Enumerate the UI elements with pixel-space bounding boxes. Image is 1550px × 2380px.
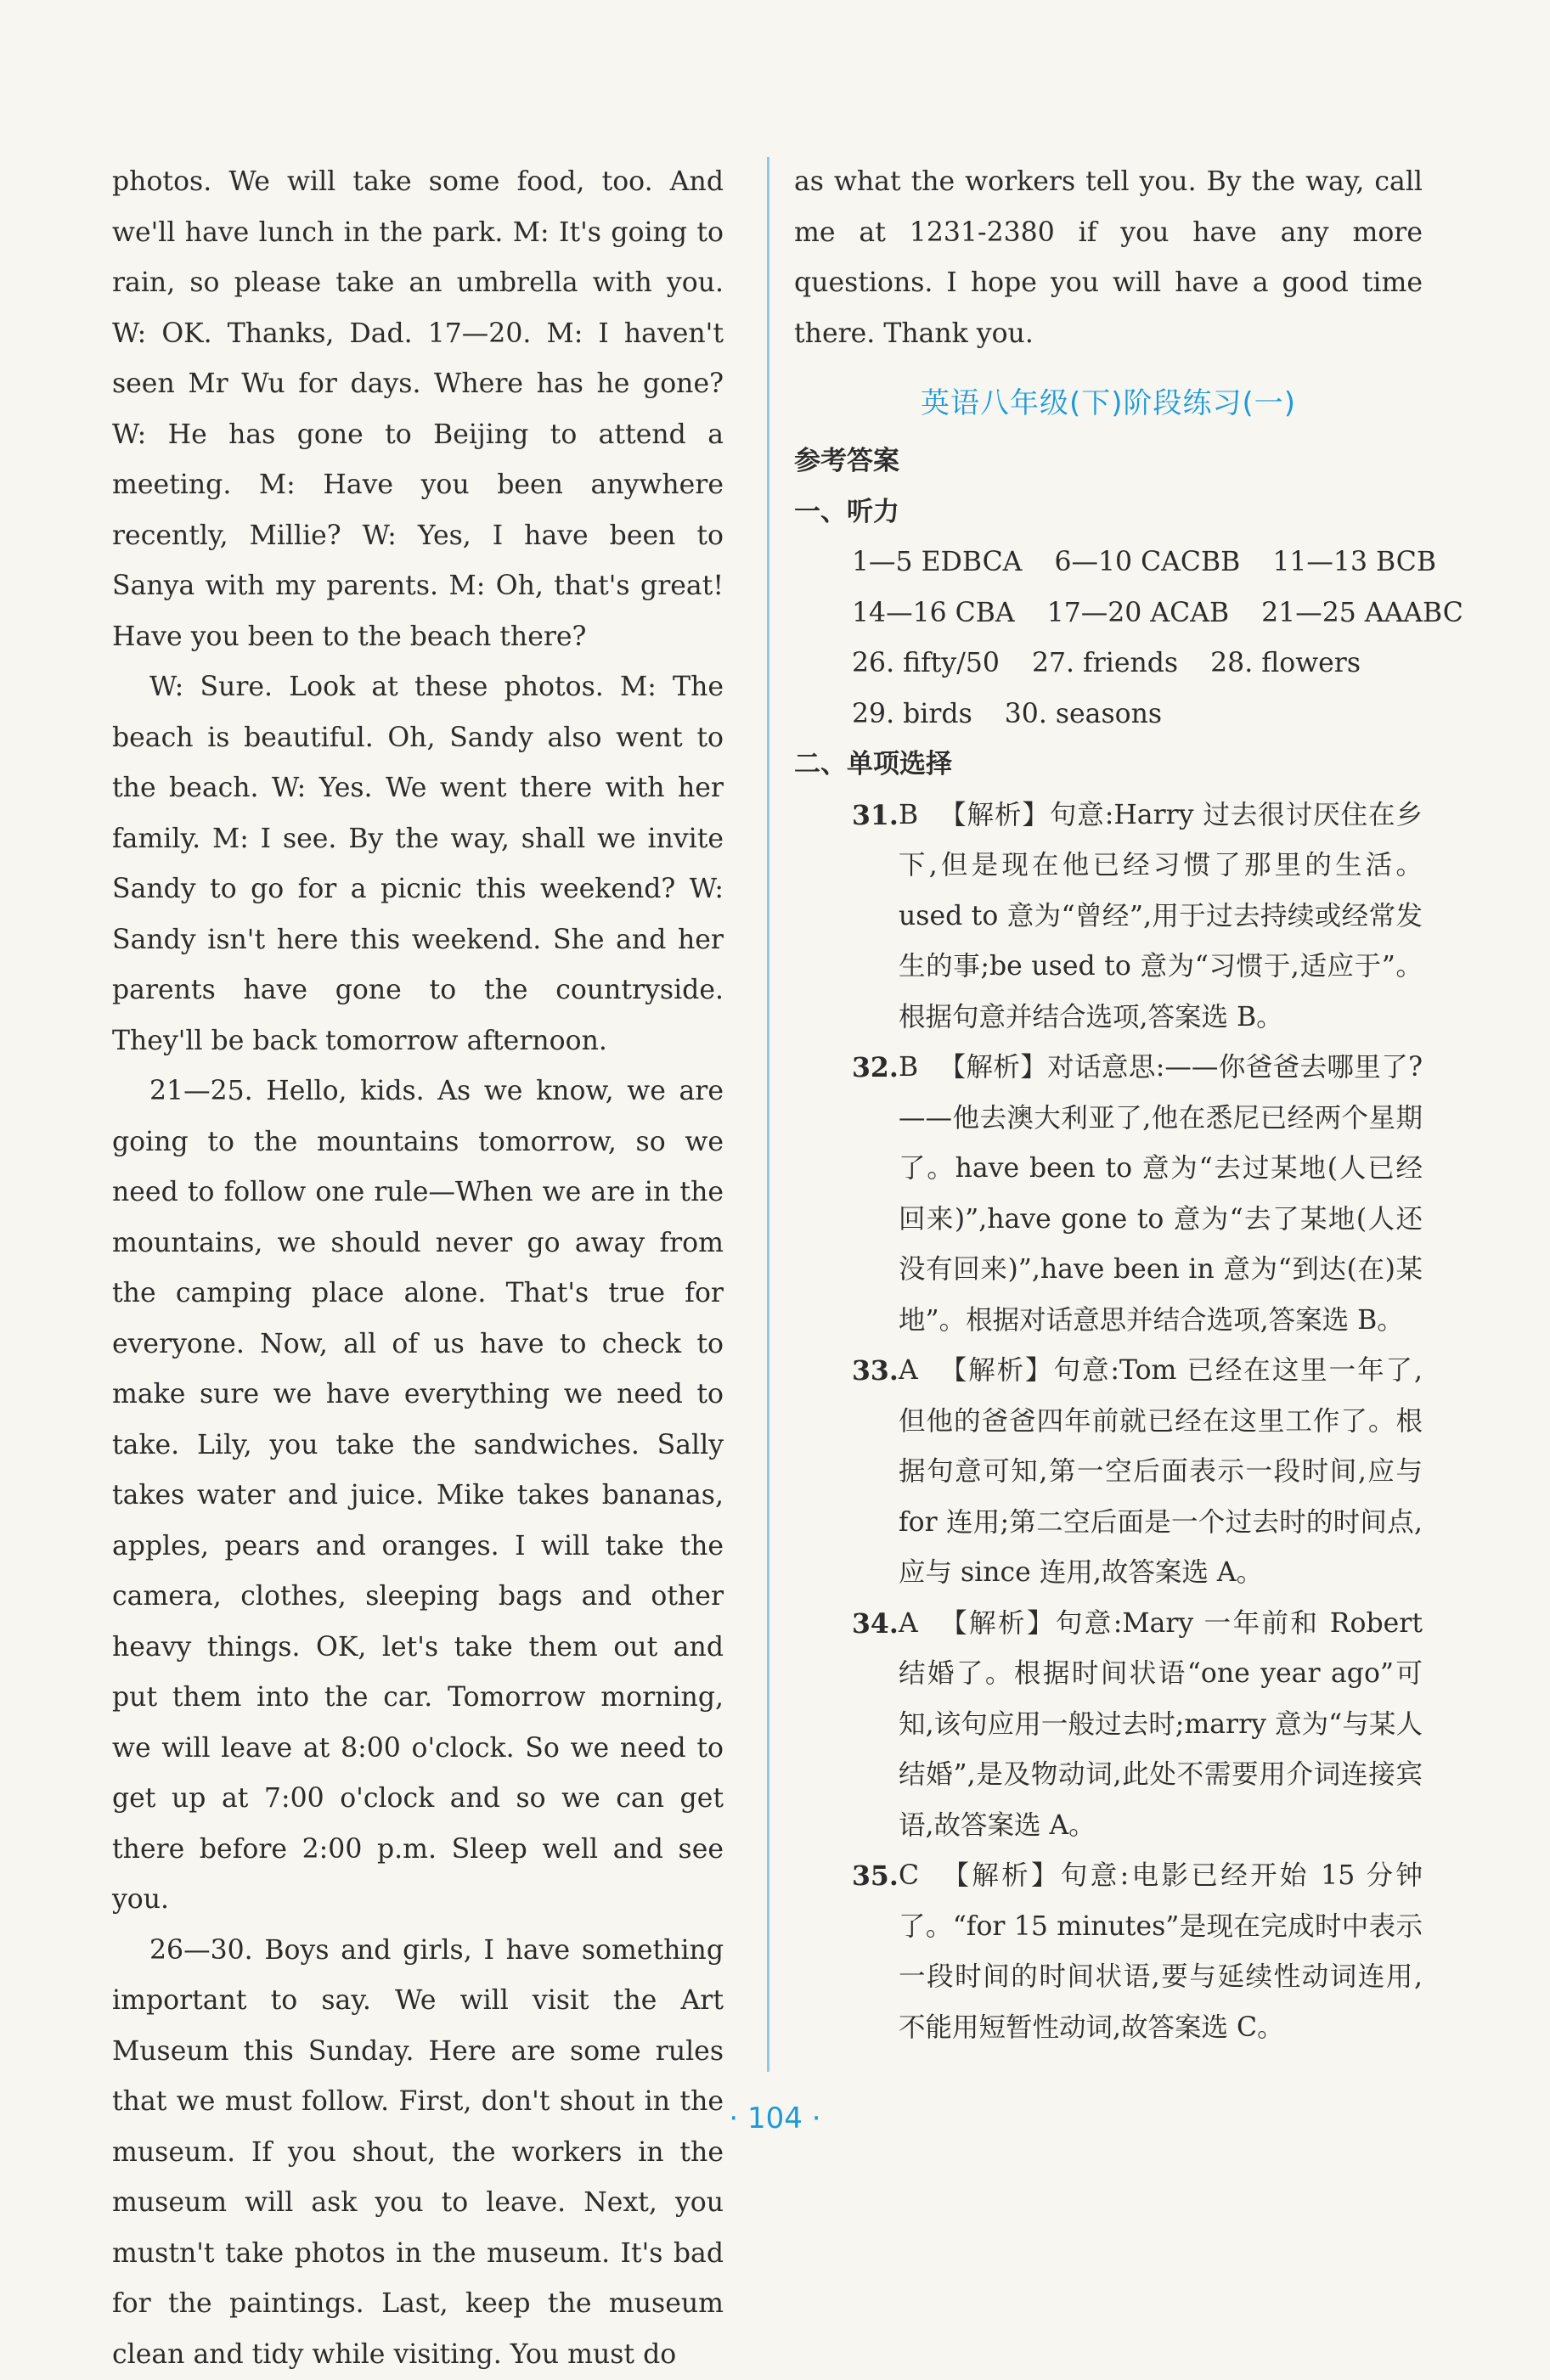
question-item <box>794 1851 1423 2053</box>
question-answer: A <box>899 1355 918 1386</box>
left-paragraph-2: W: Sure. Look at these photos. M: The beach is beautiful. Oh, Sandy also went to the beach. W: Yes. We went there with her family. M: I see. By the way, shall we invite Sandy to go for a picnic this weekend? W: Sandy isn't here this weekend. She and her parents have gone to the countryside. They'll be back tomorrow afternoon. <box>112 662 724 1066</box>
column-divider <box>767 157 769 2072</box>
answer-group: 26. fifty/50 <box>852 639 1000 689</box>
right-column <box>794 157 1423 2053</box>
answer-group: 27. friends <box>1032 639 1178 689</box>
answer-group: 29. birds <box>852 689 972 740</box>
left-paragraph-4: 26—30. Boys and girls, I have something important to say. We will visit the Art Museum this Sunday. Here are some rules that we must follow. First, don't shout in the museum. If you shout, the workers in the museum will ask you to leave. Next, you mustn't take photos in the museum. It's bad for the paintings. Last, keep the museum clean and tidy while visiting. You must do <box>112 1926 724 2380</box>
left-paragraph-3: 21—25. Hello, kids. As we know, we are going to the mountains tomorrow, so we need to follow one rule—When we are in the mountains, we should never go away from the camping place alone. That's true for everyone. Now, all of us have to check to make sure we have everything we need to take. Lily, you take the sandwiches. Sally takes water and juice. Mike takes bananas, apples, pears and oranges. I will take the camera, clothes, sleeping bags and other heavy things. OK, let's take them out and put them into the car. Tomorrow morning, we will leave at 8:00 o'clock. So we need to get up at 7:00 o'clock and so we can get there before 2:00 p.m. Sleep well and see you. <box>112 1066 724 1926</box>
question-item <box>794 791 1423 1044</box>
question-answer: C <box>899 1860 919 1891</box>
right-intro-paragraph: as what the workers tell you. By the way, call me at 1231-2380 if you have any more questions. I hope you will have a good time there. Thank you. <box>794 157 1423 359</box>
question-answer: B <box>899 1052 918 1083</box>
answer-group: 1—5 EDBCA <box>852 537 1022 588</box>
question-explanation: 【解析】句意:Harry 过去很讨厌住在乡下,但是现在他已经习惯了那里的生活。used to 意为“曾经”,用于过去持续或经常发生的事;be used to 意为“习惯于,适应于”。根据句意并结合选项,答案选 B。 <box>899 800 1423 1032</box>
listening-heading: 一、听力 <box>794 487 1423 538</box>
question-explanation: 【解析】句意:电影已经开始 15 分钟了。“for 15 minutes”是现在完成时中表示一段时间的时间状语,要与延续性动词连用,不能用短暂性动词,故答案选 C。 <box>899 1860 1423 2043</box>
listening-line <box>852 689 1423 740</box>
question-answer: B <box>899 800 918 830</box>
left-column <box>112 157 724 2380</box>
page-number: · 104 · <box>0 2101 1550 2135</box>
question-list <box>794 791 1423 2054</box>
question-item <box>794 1043 1423 1346</box>
question-number: 34. <box>852 1599 899 1650</box>
question-number: 32. <box>852 1043 899 1094</box>
question-number: 33. <box>852 1346 899 1397</box>
answers-heading: 参考答案 <box>794 436 1423 487</box>
question-explanation: 【解析】对话意思:——你爸爸去哪里了? ——他去澳大利亚了,他在悉尼已经两个星期了。have been to 意为“去过某地(人已经回来)”,have gone to 意为“去了某地(人还没有回来)”,have been in 意为“到达(在)某地”。根据对话意思并结合选项,答案选 B。 <box>899 1052 1423 1336</box>
question-item <box>794 1346 1423 1599</box>
answer-group: 17—20 ACAB <box>1047 588 1229 639</box>
left-paragraph-1: photos. We will take some food, too. And we'll have lunch in the park. M: It's going to rain, so please take an umbrella with you. W: OK. Thanks, Dad. 17—20. M: I haven't seen Mr Wu for days. Where has he gone? W: He has gone to Beijing to attend a meeting. M: Have you been anywhere recently, Millie? W: Yes, I have been to Sanya with my parents. M: Oh, that's great! Have you been to the beach there? <box>112 157 724 662</box>
listening-answers <box>794 537 1423 740</box>
listening-line <box>852 588 1423 639</box>
answer-group: 30. seasons <box>1005 689 1162 740</box>
choice-heading: 二、单项选择 <box>794 740 1423 791</box>
question-number: 31. <box>852 791 899 841</box>
section-title: 英语八年级(下)阶段练习(一) <box>794 380 1423 421</box>
question-item <box>794 1599 1423 1852</box>
question-answer: A <box>899 1608 918 1639</box>
answer-group: 28. flowers <box>1210 639 1361 689</box>
answer-group: 21—25 AAABC <box>1261 588 1463 639</box>
answer-group: 11—13 BCB <box>1272 537 1436 588</box>
answer-group: 14—16 CBA <box>852 588 1015 639</box>
question-explanation: 【解析】句意:Tom 已经在这里一年了,但他的爸爸四年前就已经在这里工作了。根据句意可知,第一空后面表示一段时间,应与 for 连用;第二空后面是一个过去时的时间点,应与 since 连用,故答案选 A。 <box>899 1355 1423 1588</box>
question-number: 35. <box>852 1851 899 1902</box>
listening-line <box>852 639 1423 689</box>
listening-line <box>852 537 1423 588</box>
question-explanation: 【解析】句意:Mary 一年前和 Robert 结婚了。根据时间状语“one year ago”可知,该句应用一般过去时;marry 意为“与某人结婚”,是及物动词,此处不需要用介词连接宾语,故答案选 A。 <box>899 1608 1423 1841</box>
answer-group: 6—10 CACBB <box>1054 537 1240 588</box>
